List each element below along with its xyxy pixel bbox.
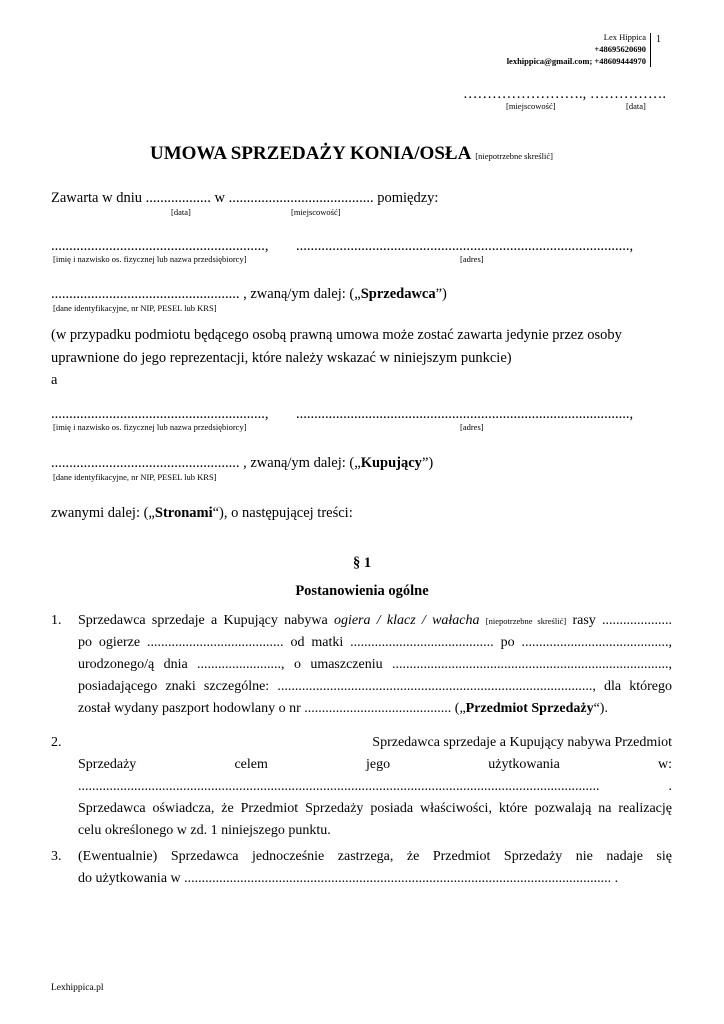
item1-l5-bold: Przedmiot Sprzedaży [465,701,594,716]
party2-name-label: [imię i nazwisko os. fizycznej lub nazwa przedsiębiorcy] [53,422,247,432]
header-name: Lex Hippica [603,32,646,42]
place-label: [miejscowość] [506,101,556,111]
party1-role: Sprzedawca [360,286,436,302]
party1-address-dots: ............................................................................................, [296,238,634,254]
party1-name-label: [imię i nazwisko os. fizycznej lub nazwa przedsiębiorcy] [53,254,247,264]
party1-role-prefix: , zwaną/ym dalej: („ [243,286,361,302]
party2-id-dots: .................................................... [51,455,240,471]
party2-name-dots: ..........................................................., [51,406,269,422]
item2-line5: celu określonego w zd. 1 niniejszego punktu. [78,823,331,838]
item3-line2: do użytkowania w .......................................................................................................................... . [78,871,619,886]
party1-name-dots: ..........................................................., [51,238,269,254]
section-symbol: § 1 [352,555,372,571]
item1-line3: urodzonego/ą dnia ........................, o umaszczeniu ..............................................................................., [78,657,672,672]
item2-number: 2. [51,735,62,750]
item1-l5-a: został wydany paszport hodowlany o nr .......................................... („ [78,701,466,716]
parties-suffix: “), o następującej treści: [212,505,353,521]
date-label: [data] [626,101,646,111]
item1-l1-italic: ogiera / klacz / wałacha [333,613,480,628]
party2-role-prefix: , zwaną/ym dalej: („ [243,455,361,471]
header-divider [650,33,651,67]
item1-number: 1. [51,613,62,628]
party1-address-label: [adres] [460,254,484,264]
legal-note-line1: (w przypadku podmiotu będącego osobą prawną umowa może zostać zawarta jedynie przez osoby [51,327,622,343]
item2-line3: ..................................................................................................................................................... . [78,779,672,794]
and-word: a [51,372,58,388]
party2-role: Kupujący [360,455,422,471]
party1-id-dots: .................................................... [51,286,240,302]
item1-line5 [78,698,672,720]
header-contact: lexhippica@gmail.com; +48609444970 [506,56,646,66]
page-title [150,143,553,165]
party1-id-label: [dane identyfikacyjne, nr NIP, PESEL lub KRS] [53,303,217,313]
item1-l1-b: rasy .................... [572,613,673,628]
place-date-dots: ……………………., ……………. [463,86,666,102]
item1-l1-a: Sprzedawca sprzedaje a Kupujący nabywa [78,613,328,628]
party2-id-label: [dane identyfikacyjne, nr NIP, PESEL lub KRS] [53,472,217,482]
parties-line [51,505,353,522]
party1-role-suffix: ”) [435,286,447,302]
party2-role-line [51,455,433,472]
page-number: 1 [656,34,661,45]
concluded-line: Zawarta w dniu .................. w ........................................ pomiędzy: [51,190,439,206]
concluded-place-label: [miejscowość] [291,207,341,217]
concluded-date-label: [data] [171,207,191,217]
item1-line4: posiadającego znaki szczególne: .........................................................................................., dla którego [78,679,672,694]
party2-address-label: [adres] [460,422,484,432]
item3-line1: (Ewentualnie) Sprzedawca jednocześnie zastrzega, że Przedmiot Sprzedaży nie nadaje się [78,849,672,864]
item3-text [78,846,672,890]
header-phone: +48695620690 [594,44,646,54]
section-heading: Postanowienia ogólne [295,583,429,599]
party2-address-dots: ............................................................................................, [296,406,634,422]
item2-line1: Sprzedawca sprzedaje a Kupujący nabywa Przedmiot [372,735,672,750]
item1-line2: po ogierze ....................................... od matki ......................................... po .........................................., [78,635,672,650]
item2-line2: Sprzedaży celem jego użytkowania w: [78,757,672,772]
legal-note-line2: uprawnione do jego reprezentacji, które należy wskazać w niniejszym punkcie) [51,350,512,366]
item2-text [78,732,672,842]
parties-prefix: zwanymi dalej: („ [51,505,155,521]
item3-number: 3. [51,849,62,864]
footer-text: Lexhippica.pl [51,983,104,993]
title-note: [niepotrzebne skreślić] [475,151,553,161]
item1-l5-b: “). [593,701,608,716]
title-text: UMOWA SPRZEDAŻY KONIA/OSŁA [150,143,472,164]
item1-l1-note: [niepotrzebne skreślić] [485,616,567,626]
item2-line4: Sprzedawca oświadcza, że Przedmiot Sprzedaży posiada właściwości, które pozwalają na realizację [78,801,672,816]
item1-text [78,610,672,720]
item1-line1 [78,610,672,632]
party1-role-line [51,286,447,303]
party2-role-suffix: ”) [421,455,434,471]
parties-role: Stronami [154,505,213,521]
